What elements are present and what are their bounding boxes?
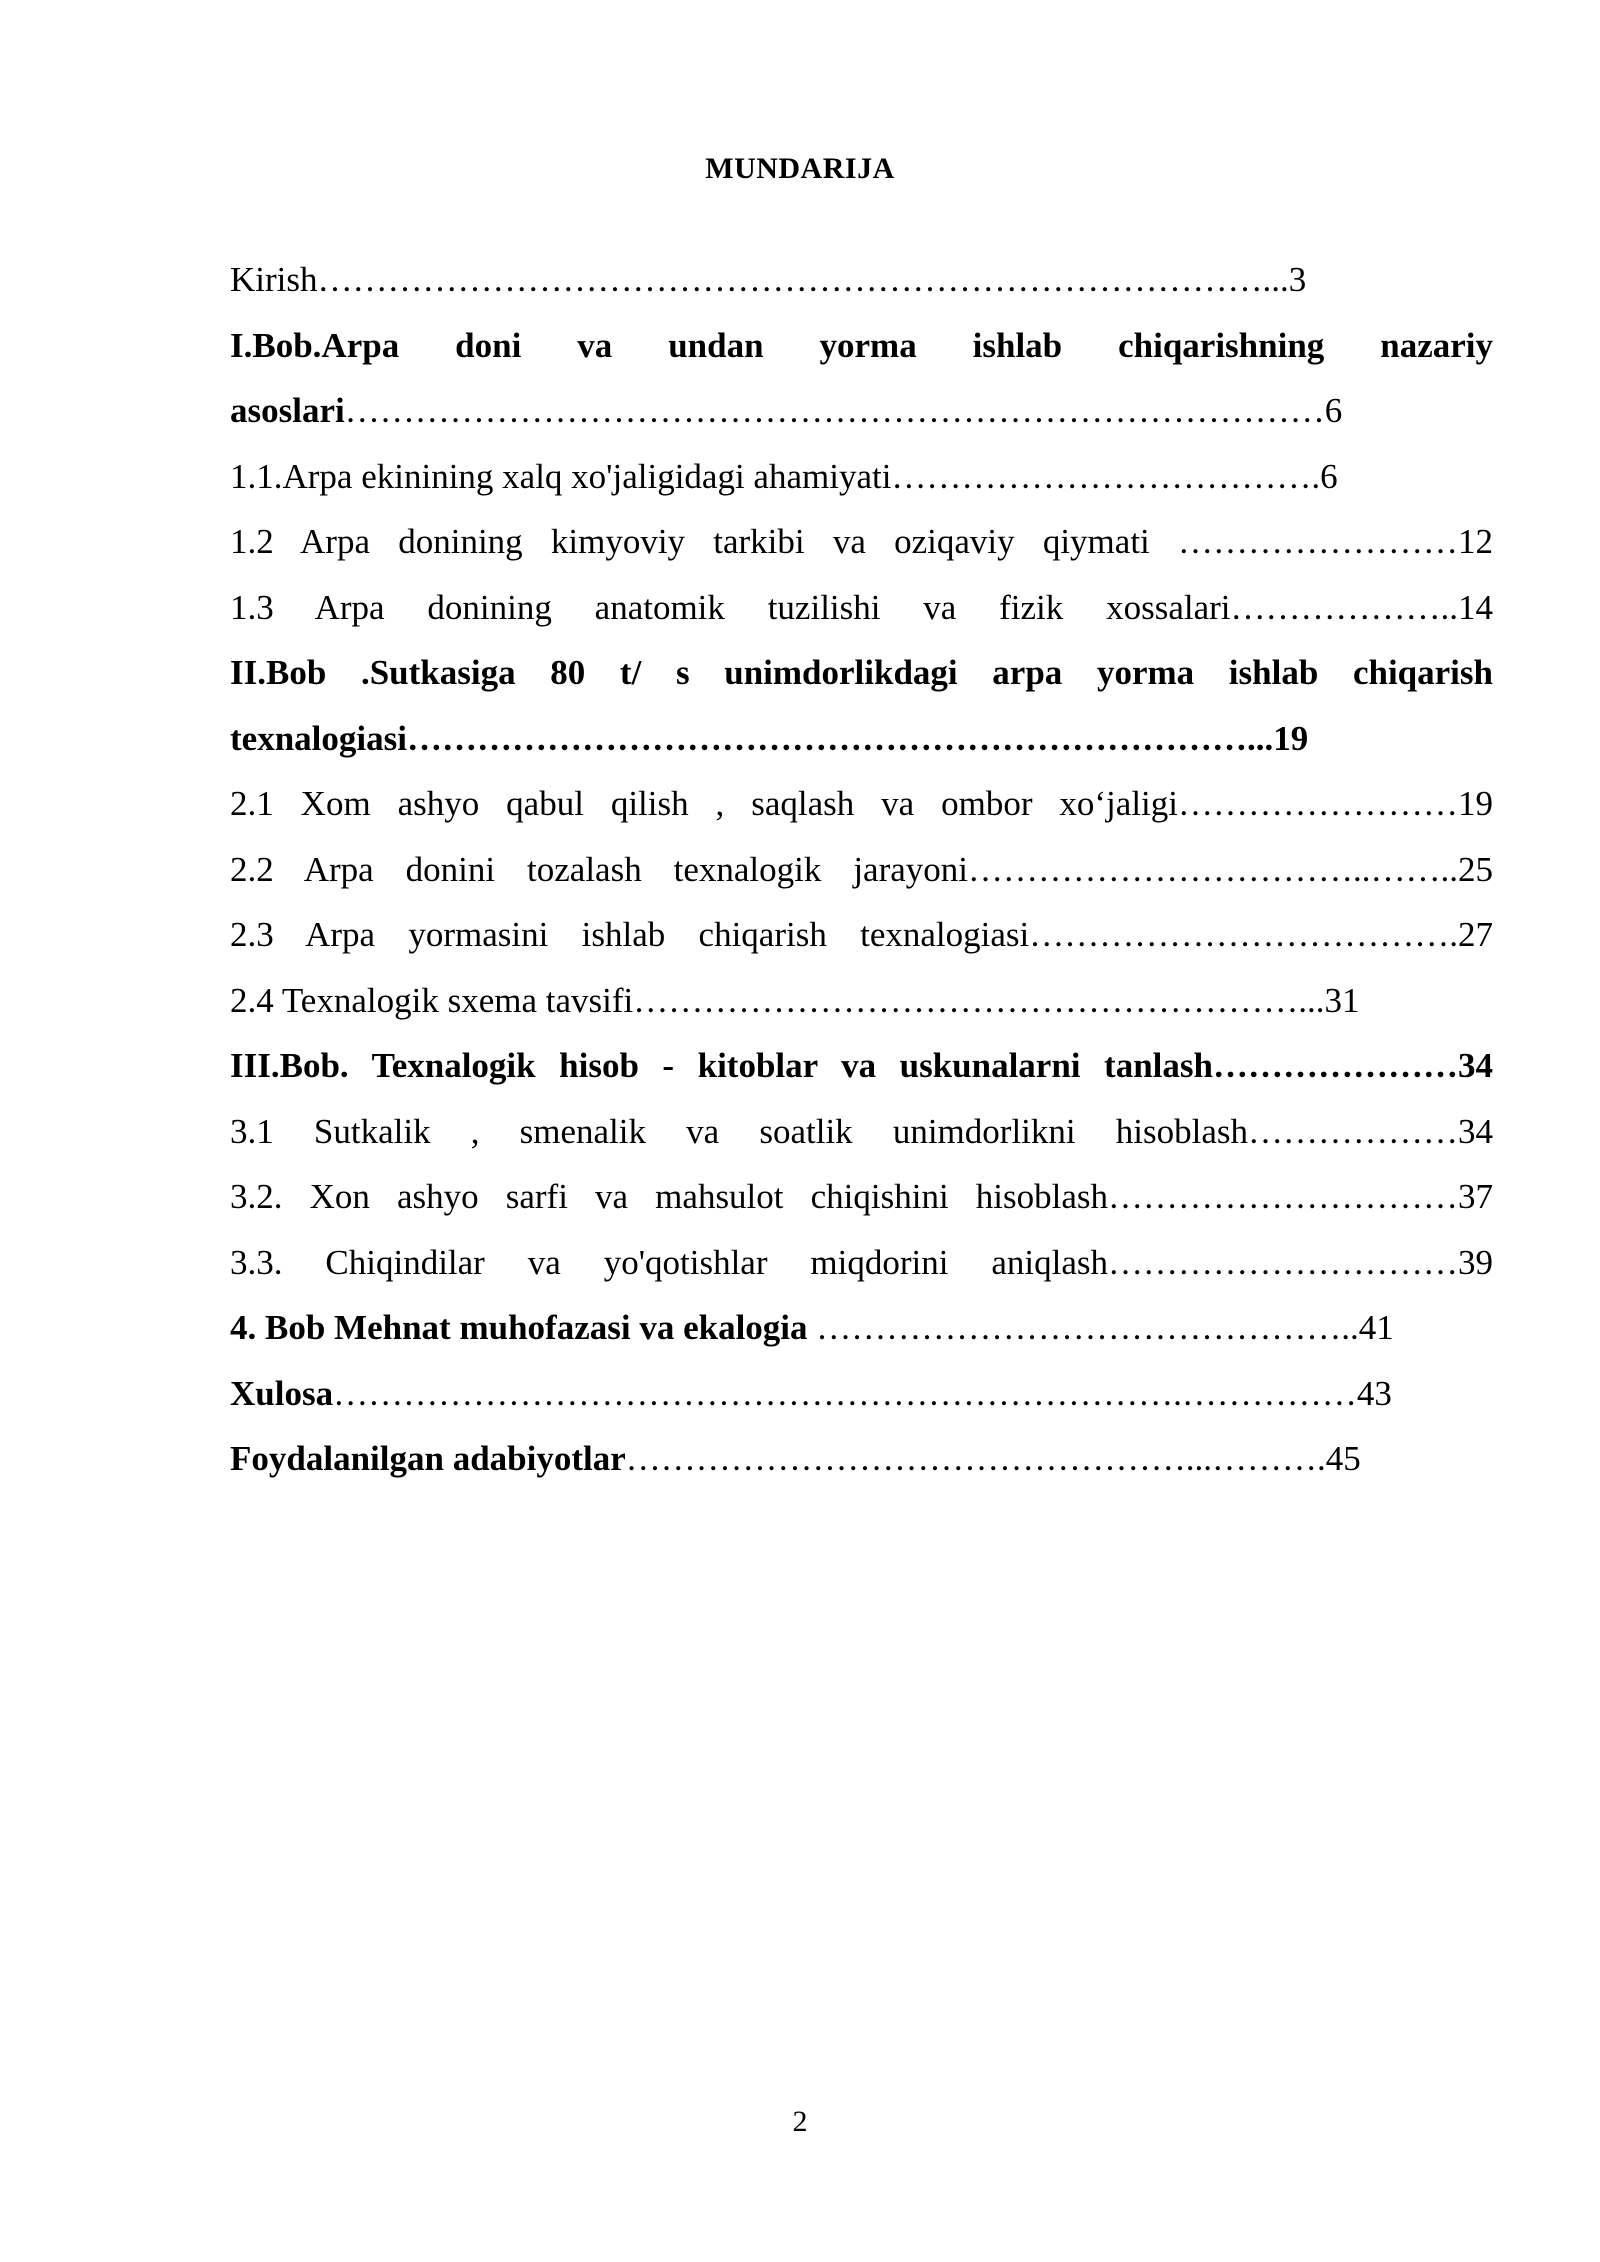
toc-entry-bold-text: asoslari bbox=[230, 391, 345, 430]
page-title: MUNDARIJA bbox=[705, 152, 895, 185]
toc-entry-xulosa bbox=[230, 1361, 1493, 1427]
toc-entry-2-3: 2.3 Arpa yormasini ishlab chiqarish texnalogiasi……………………………….27 bbox=[230, 915, 1493, 954]
toc-entry-kirish: Kirish………………………………………………………………………...3 bbox=[230, 260, 1307, 299]
toc-entry-bold-text: 4. Bob Mehnat muhofazasi va ekalogia bbox=[230, 1308, 808, 1347]
toc-entry-2-1: 2.1 Xom ashyo qabul qilish , saqlash va ombor xo‘jaligi……………………19 bbox=[230, 784, 1493, 823]
toc-entry-chapter-1-line-2 bbox=[230, 378, 1493, 444]
table-of-contents bbox=[230, 247, 1493, 1492]
toc-entry-1-2: 1.2 Arpa donining kimyoviy tarkibi va oziqaviy qiymati ……………………12 bbox=[230, 522, 1493, 561]
toc-entry-2-2: 2.2 Arpa donini tozalash texnalogik jarayoni……………………………..……..25 bbox=[230, 849, 1493, 889]
toc-entry-chapter-1-line-1: I.Bob.Arpa doni va undan yorma ishlab chiqarishning nazariy bbox=[230, 325, 1493, 365]
toc-entry-chapter-4 bbox=[230, 1295, 1493, 1361]
toc-entry-chapter-3: III.Bob. Texnalogik hisob - kitoblar va uskunalarni tanlash…………………34 bbox=[230, 1046, 1493, 1085]
page-number: 2 bbox=[792, 2105, 808, 2138]
toc-entry-3-3: 3.3. Chiqindilar va yo'qotishlar miqdorini aniqlash…………………………39 bbox=[230, 1242, 1493, 1282]
toc-entry-bold-text: Foydalanilgan adabiyotlar bbox=[230, 1439, 626, 1478]
toc-entry-leader: …………………………………………………………………………6 bbox=[344, 391, 1343, 430]
toc-entry-bold-text: Xulosa bbox=[230, 1373, 334, 1413]
toc-entry-adabiyotlar bbox=[230, 1426, 1493, 1492]
toc-entry-leader: ……………………………………………………………….……………43 bbox=[333, 1373, 1392, 1413]
toc-entry-leader: …………………………………………...……….45 bbox=[625, 1439, 1361, 1478]
toc-entry-chapter-2-line-1: II.Bob .Sutkasiga 80 t/ s unimdorlikdagi arpa yorma ishlab chiqarish bbox=[230, 653, 1493, 692]
toc-entry-3-1: 3.1 Sutkalik , smenalik va soatlik unimdorlikni hisoblash………………34 bbox=[230, 1111, 1493, 1151]
toc-entry-1-3: 1.3 Arpa donining anatomik tuzilishi va fizik xossalari………………..14 bbox=[230, 587, 1493, 627]
toc-entry-1-1: 1.1.Arpa ekinining xalq xo'jaligidagi ahamiyati……………………………….6 bbox=[230, 456, 1338, 496]
toc-entry-2-4: 2.4 Texnalogik sxema tavsifi…………………………………………………...31 bbox=[230, 980, 1360, 1020]
toc-entry-3-2: 3.2. Xon ashyo sarfi va mahsulot chiqishini hisoblash…………………………37 bbox=[230, 1177, 1493, 1216]
toc-entry-chapter-2-line-2: texnalogiasi………………………………………………………………...19 bbox=[230, 718, 1309, 758]
toc-entry-leader: ………………………………………..41 bbox=[807, 1308, 1394, 1347]
